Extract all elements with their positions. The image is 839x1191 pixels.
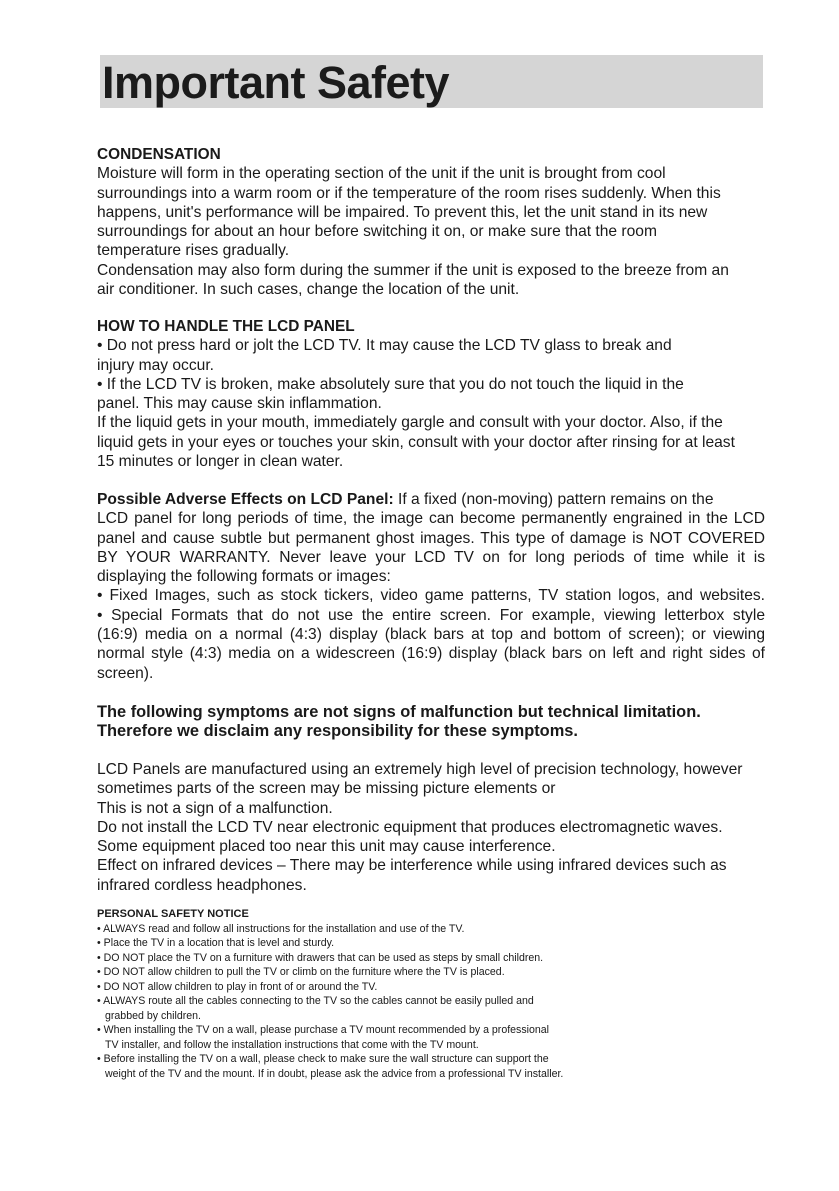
text-line: • ALWAYS route all the cables connecting to the TV so the cables cannot be easily pulled and xyxy=(97,995,534,1007)
text-line: happens, unit's performance will be impaired. To prevent this, let the unit stand in its new xyxy=(97,203,708,221)
text-line: Do not install the LCD TV near electronic equipment that produces electromagnetic waves. xyxy=(97,818,723,836)
text-line: surroundings for about an hour before switching it on, or make sure that the room xyxy=(97,223,657,241)
disclaimer-section xyxy=(97,703,765,742)
paragraph-text: If a fixed (non-moving) pattern remains on the xyxy=(393,491,714,508)
text-line: sometimes parts of the screen may be missing picture elements or xyxy=(97,780,556,798)
page-title: Important Safety xyxy=(102,57,450,108)
text-line: injury may occur. xyxy=(97,356,214,374)
text-line: surroundings into a warm room or if the temperature of the room rises suddenly. When this xyxy=(97,184,721,202)
text-line: displaying the following formats or images: xyxy=(97,568,391,586)
text-line: (16:9) media on a normal (4:3) display (black bars at top and bottom of screen); or viewing xyxy=(97,626,765,644)
text-line: panel. This may cause skin inflammation. xyxy=(97,395,382,413)
text-line: Condensation may also form during the summer if the unit is exposed to the breeze from an xyxy=(97,261,729,279)
text-line: • When installing the TV on a wall, please purchase a TV mount recommended by a professional xyxy=(97,1024,550,1036)
lcd-panel-section xyxy=(97,317,765,471)
text-line: weight of the TV and the mount. If in doubt, please ask the advice from a professional TV installer. xyxy=(105,1067,564,1080)
text-line: • Before installing the TV on a wall, please check to make sure the wall structure can support the xyxy=(97,1053,549,1065)
text-line: liquid gets in your eyes or touches your skin, consult with your doctor after rinsing for at least xyxy=(97,433,735,451)
adverse-effects-section xyxy=(97,490,765,683)
text-line: TV installer, and follow the installation instructions that come with the TV mount. xyxy=(105,1038,479,1051)
text-line: 15 minutes or longer in clean water. xyxy=(97,453,344,471)
text-line: panel and cause subtle but permanent ghost images. This type of damage is NOT COVERED xyxy=(97,529,765,547)
title-banner xyxy=(100,55,763,108)
section-heading: PERSONAL SAFETY NOTICE xyxy=(97,908,249,920)
text-line: infrared cordless headphones. xyxy=(97,876,307,894)
section-heading: Possible Adverse Effects on LCD Panel: xyxy=(97,491,394,508)
section-heading: HOW TO HANDLE THE LCD PANEL xyxy=(97,318,355,335)
text-line: normal style (4:3) media on a widescreen (16:9) display (black bars on left and right sides of xyxy=(97,645,765,663)
text-line: temperature rises gradually. xyxy=(97,242,290,260)
text-line: • Place the TV in a location that is level and sturdy. xyxy=(97,937,335,949)
text-line: The following symptoms are not signs of malfunction but technical limitation. xyxy=(97,703,701,721)
section-heading: CONDENSATION xyxy=(97,146,221,163)
personal-safety-section xyxy=(97,907,765,1081)
text-line: • DO NOT allow children to pull the TV or climb on the furniture where the TV is placed. xyxy=(97,966,505,978)
text-line: BY YOUR WARRANTY. Never leave your LCD TV on for long periods of time while it is xyxy=(97,548,765,566)
text-line: grabbed by children. xyxy=(105,1009,201,1022)
text-line: • DO NOT allow children to play in front of or around the TV. xyxy=(97,980,378,993)
text-line: This is not a sign of a malfunction. xyxy=(97,799,333,817)
limitations-section xyxy=(97,760,765,895)
text-line: • DO NOT place the TV on a furniture with drawers that can be used as steps by small children. xyxy=(97,951,544,964)
condensation-section xyxy=(97,145,765,299)
text-line: LCD Panels are manufactured using an extremely high level of precision technology, however xyxy=(97,761,743,778)
text-line: LCD panel for long periods of time, the image can become permanently engrained in the LCD xyxy=(97,510,765,528)
text-line: • ALWAYS read and follow all instructions for the installation and use of the TV. xyxy=(97,922,465,935)
text-line: Moisture will form in the operating section of the unit if the unit is brought from cool xyxy=(97,165,666,183)
text-line: • Fixed Images, such as stock tickers, video game patterns, TV station logos, and websites. xyxy=(97,587,765,605)
text-line: • If the LCD TV is broken, make absolutely sure that you do not touch the liquid in the xyxy=(97,375,684,393)
text-line: • Special Formats that do not use the entire screen. For example, viewing letterbox style xyxy=(97,606,765,624)
text-line: • Do not press hard or jolt the LCD TV. It may cause the LCD TV glass to break and xyxy=(97,337,672,355)
text-line: If the liquid gets in your mouth, immediately gargle and consult with your doctor. Also, if the xyxy=(97,414,723,432)
text-line: air conditioner. In such cases, change the location of the unit. xyxy=(97,281,520,299)
text-line: Some equipment placed too near this unit may cause interference. xyxy=(97,838,556,856)
text-line: screen). xyxy=(97,664,154,682)
text-line: Therefore we disclaim any responsibility for these symptoms. xyxy=(97,722,578,741)
text-line: Effect on infrared devices – There may be interference while using infrared devices such as xyxy=(97,857,727,875)
